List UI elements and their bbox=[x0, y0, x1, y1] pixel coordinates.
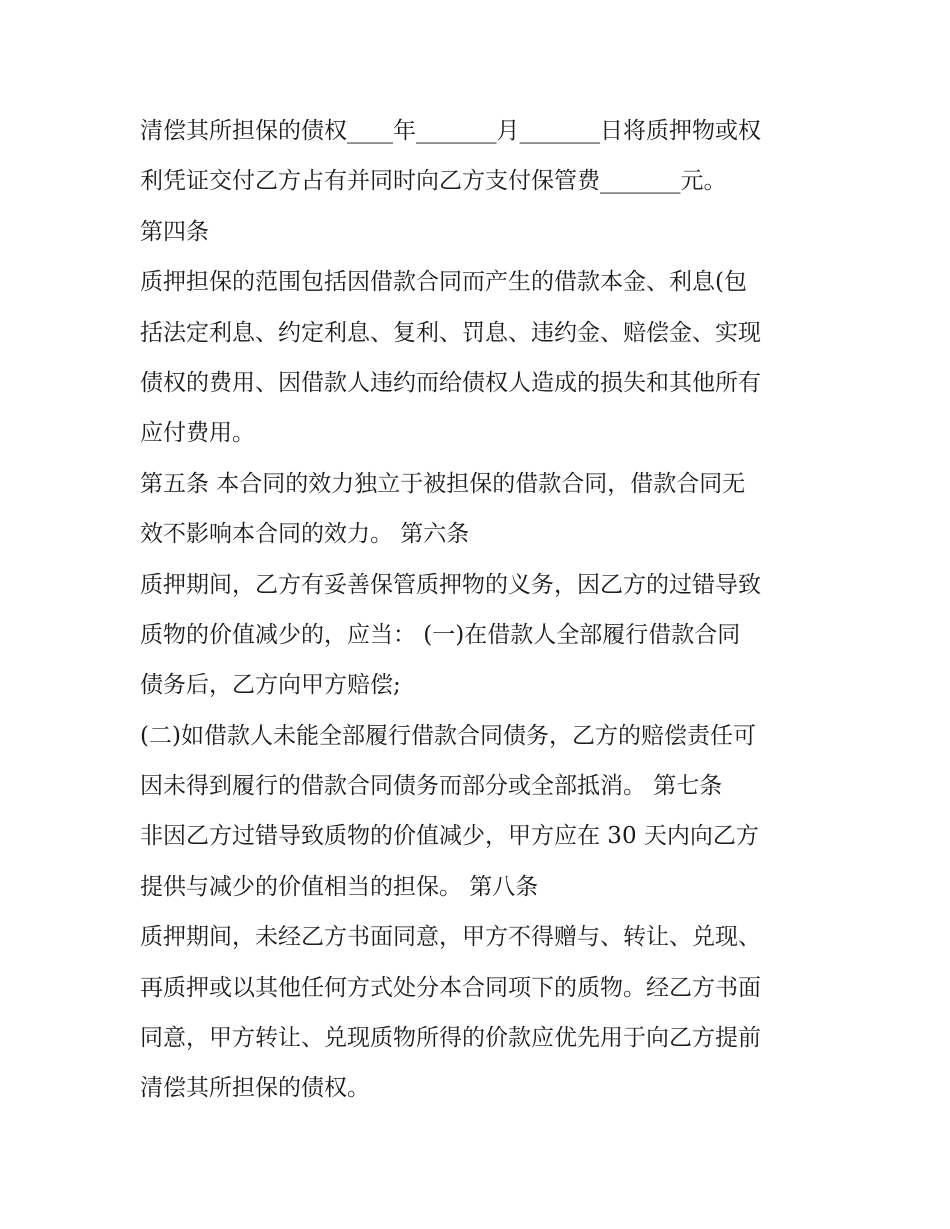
text-line: 质押期间，未经乙方书面同意，甲方不得赠与、转让、兑现、 bbox=[140, 924, 761, 951]
text-line: 因未得到履行的借款合同债务而部分或全部抵消。 第七条 bbox=[140, 773, 723, 800]
text-line: 应付费用。 bbox=[140, 420, 255, 447]
article-heading: 第四条 bbox=[140, 218, 209, 245]
text-line: 质押担保的范围包括因借款合同而产生的借款本金、利息(包 bbox=[140, 269, 747, 296]
text-line: 效不影响本合同的效力。 第六条 bbox=[140, 521, 470, 548]
text-line: 非因乙方过错导致质物的价值减少，甲方应在 30 天内向乙方 bbox=[140, 823, 759, 850]
document-body bbox=[140, 106, 820, 1114]
text-line: 质押期间，乙方有妥善保管质押物的义务，因乙方的过错导致 bbox=[140, 571, 761, 598]
text-line: 债权的费用、因借款人违约而给债权人造成的损失和其他所有 bbox=[140, 369, 761, 396]
text-line: (二)如借款人未能全部履行借款合同债务，乙方的赔偿责任可 bbox=[140, 722, 756, 749]
text-line: 利凭证交付乙方占有并同时向乙方支付保管费_______元。 bbox=[140, 168, 727, 195]
text-line: 质物的价值减少的，应当： (一)在借款人全部履行借款合同 bbox=[140, 621, 741, 648]
text-line: 同意，甲方转让、兑现质物所得的价款应优先用于向乙方提前 bbox=[140, 1025, 761, 1052]
text-line: 债务后，乙方向甲方赔偿; bbox=[140, 672, 401, 699]
text-line: 第五条 本合同的效力独立于被担保的借款合同，借款合同无 bbox=[140, 470, 746, 497]
text-line: 再质押或以其他任何方式处分本合同项下的质物。经乙方书面 bbox=[140, 974, 761, 1001]
text-line: 清偿其所担保的债权。 bbox=[140, 1075, 370, 1102]
text-line: 清偿其所担保的债权____年_______月_______日将质押物或权 bbox=[140, 118, 761, 144]
text-line: 括法定利息、约定利息、复利、罚息、违约金、赔偿金、实现 bbox=[140, 319, 761, 346]
text-line: 提供与减少的价值相当的担保。 第八条 bbox=[140, 873, 539, 900]
